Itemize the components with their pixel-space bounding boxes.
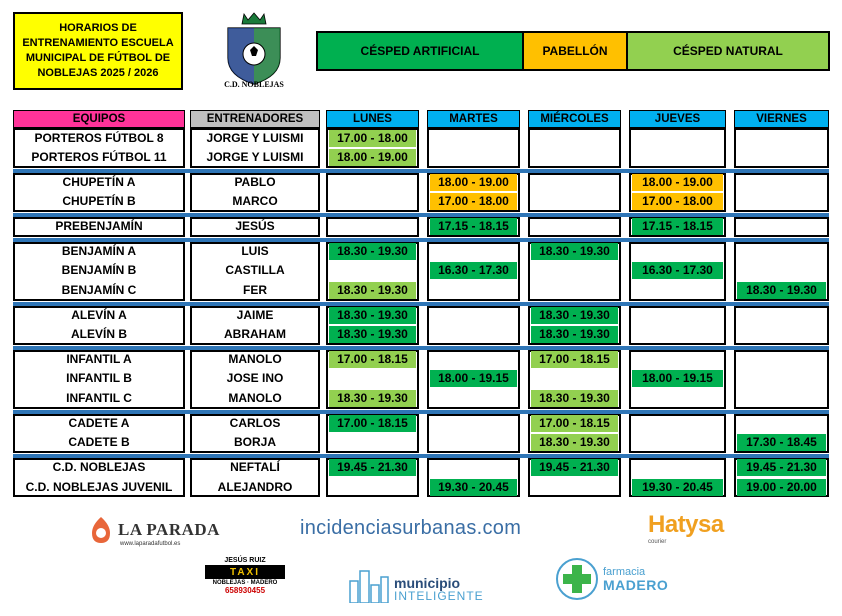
group-cell-frame [734, 350, 829, 409]
hatysa-name: Hatysa [648, 511, 724, 538]
time-slot: 19.00 - 20.00 [737, 479, 826, 496]
city-skyline-icon [348, 567, 390, 603]
group-cell-frame [427, 306, 520, 345]
time-slot: 17.00 - 18.15 [531, 415, 618, 432]
team-name: BENJAMÍN B [61, 263, 137, 277]
group-cell-frame [734, 128, 829, 168]
coach-name: BORJA [233, 435, 276, 449]
group-cell-frame [629, 306, 726, 345]
coach-name: FER [243, 283, 267, 297]
sponsor-hatysa [648, 511, 724, 545]
header-entrenadores: ENTRENADORES [190, 110, 320, 128]
header-equipos: EQUIPOS [13, 110, 185, 128]
title-line: MUNICIPAL DE FÚTBOL DE [25, 52, 171, 64]
header-day-1: MARTES [427, 110, 520, 128]
team-name: BENJAMÍN A [61, 244, 137, 258]
coach-name: MARCO [232, 194, 278, 208]
header-day-0: LUNES [326, 110, 419, 128]
time-slot: 18.00 - 19.00 [430, 174, 517, 191]
municipio-name: municipio [394, 575, 461, 591]
time-slot: 16.30 - 17.30 [430, 262, 517, 279]
team-name: PORTEROS FÚTBOL 11 [31, 150, 167, 164]
team-name: PREBENJAMÍN [55, 219, 143, 233]
coach-name: MANOLO [228, 352, 282, 366]
coach-name: CASTILLA [225, 263, 285, 277]
club-caption: C.D. NOBLEJAS [224, 80, 284, 89]
taxi-label: TAXI [205, 565, 285, 579]
header-day-3: JUEVES [629, 110, 726, 128]
title-line: HORARIOS DE [59, 22, 137, 34]
time-slot: 19.45 - 21.30 [329, 459, 416, 476]
group-cell-frame [326, 173, 419, 212]
time-slot: 17.00 - 18.15 [531, 351, 618, 368]
group-cell-frame [427, 414, 520, 453]
time-slot: 18.30 - 19.30 [329, 326, 416, 343]
team-name: BENJAMÍN C [61, 283, 137, 297]
time-slot: 17.00 - 18.00 [430, 193, 517, 210]
time-slot: 19.45 - 21.30 [531, 459, 618, 476]
team-name: INFANTIL B [66, 371, 132, 385]
taxi-owner: JESÚS RUIZ [224, 557, 266, 564]
time-slot: 16.30 - 17.30 [632, 262, 723, 279]
group-cell-frame [528, 173, 621, 212]
time-slot: 18.30 - 19.30 [329, 282, 416, 299]
group-cell-frame [629, 414, 726, 453]
time-slot: 18.30 - 19.30 [531, 326, 618, 343]
time-slot: 17.15 - 18.15 [632, 218, 723, 235]
hatysa-sub: courier [648, 539, 667, 545]
team-name: CADETE B [68, 435, 130, 449]
time-slot: 18.00 - 19.15 [632, 370, 723, 387]
time-slot: 18.30 - 19.30 [531, 243, 618, 260]
time-slot: 17.00 - 18.00 [632, 193, 723, 210]
team-name: INFANTIL C [66, 391, 132, 405]
la-parada-name: LA PARADA [118, 520, 220, 539]
time-slot: 19.45 - 21.30 [737, 459, 826, 476]
la-parada-icon [90, 515, 112, 545]
time-slot: 17.00 - 18.15 [329, 351, 416, 368]
time-slot: 18.00 - 19.00 [329, 149, 416, 166]
coach-name: JESÚS [235, 219, 275, 233]
header-day-4: VIERNES [734, 110, 829, 128]
legend-artificial: CÉSPED ARTIFICIAL [318, 33, 522, 69]
taxi-towns: NOBLEJAS · MADERO [212, 580, 278, 586]
sponsor-farmacia [555, 557, 668, 601]
coach-name: ABRAHAM [224, 327, 286, 341]
farmacia-name: MADERO [603, 577, 669, 593]
municipio-sub: INTELIGENTE [394, 589, 484, 603]
group-cell-frame [734, 217, 829, 237]
la-parada-url: www.laparadafutbol.es [120, 541, 181, 547]
time-slot: 19.30 - 20.45 [430, 479, 517, 496]
group-cell-frame [629, 128, 726, 168]
time-slot: 18.00 - 19.00 [632, 174, 723, 191]
group-cell-frame [326, 217, 419, 237]
coach-name: JORGE Y LUISMI [206, 150, 304, 164]
farmacia-label: farmacia [603, 566, 646, 578]
team-name: C.D. NOBLEJAS JUVENIL [25, 480, 173, 494]
coach-name: JOSE INO [226, 371, 284, 385]
team-name: PORTEROS FÚTBOL 8 [34, 131, 164, 145]
coach-name: ALEJANDRO [217, 480, 293, 494]
time-slot: 17.30 - 18.45 [737, 434, 826, 451]
time-slot: 18.30 - 19.30 [531, 434, 618, 451]
team-name: CHUPETÍN B [62, 194, 136, 208]
group-cell-frame [734, 306, 829, 345]
group-cell-frame [427, 128, 520, 168]
legend-pabellon: PABELLÓN [522, 33, 628, 69]
time-slot: 18.30 - 19.30 [737, 282, 826, 299]
coach-name: CARLOS [229, 416, 281, 430]
sponsor-taxi [200, 557, 290, 595]
group-cell-frame [734, 173, 829, 212]
team-name: ALEVÍN B [70, 327, 127, 341]
coach-name: PABLO [234, 175, 276, 189]
time-slot: 17.00 - 18.00 [329, 130, 416, 147]
time-slot: 18.30 - 19.30 [531, 307, 618, 324]
coach-name: NEFTALÍ [230, 460, 280, 474]
pharmacy-cross-icon [555, 557, 599, 601]
team-name: ALEVÍN A [71, 308, 127, 322]
header-day-2: MIÉRCOLES [528, 110, 621, 128]
legend-natural: CÉSPED NATURAL [628, 33, 828, 69]
time-slot: 18.30 - 19.30 [329, 390, 416, 407]
team-name: C.D. NOBLEJAS [52, 460, 146, 474]
time-slot: 19.30 - 20.45 [632, 479, 723, 496]
coach-name: JAIME [236, 308, 274, 322]
team-name: INFANTIL A [66, 352, 132, 366]
time-slot: 18.30 - 19.30 [329, 243, 416, 260]
sponsors-area [0, 505, 842, 616]
team-name: CHUPETÍN A [62, 175, 136, 189]
time-slot: 17.15 - 18.15 [430, 218, 517, 235]
time-slot: 18.30 - 19.30 [329, 307, 416, 324]
title-line: NOBLEJAS 2025 / 2026 [37, 67, 159, 79]
coach-name: MANOLO [228, 391, 282, 405]
time-slot: 18.30 - 19.30 [531, 390, 618, 407]
title-line: ENTRENAMIENTO ESCUELA [22, 37, 174, 49]
sponsor-la-parada [90, 515, 220, 545]
sponsor-municipio [348, 567, 484, 603]
taxi-phone: 658930455 [224, 586, 266, 595]
time-slot: 17.00 - 18.15 [329, 415, 416, 432]
group-cell-frame [528, 217, 621, 237]
sponsor-incidencias: incidenciasurbanas.com [300, 517, 522, 539]
group-cell-frame [528, 128, 621, 168]
time-slot: 18.00 - 19.15 [430, 370, 517, 387]
team-name: CADETE A [68, 416, 130, 430]
coach-name: JORGE Y LUISMI [206, 131, 304, 145]
coach-name: LUIS [241, 244, 269, 258]
